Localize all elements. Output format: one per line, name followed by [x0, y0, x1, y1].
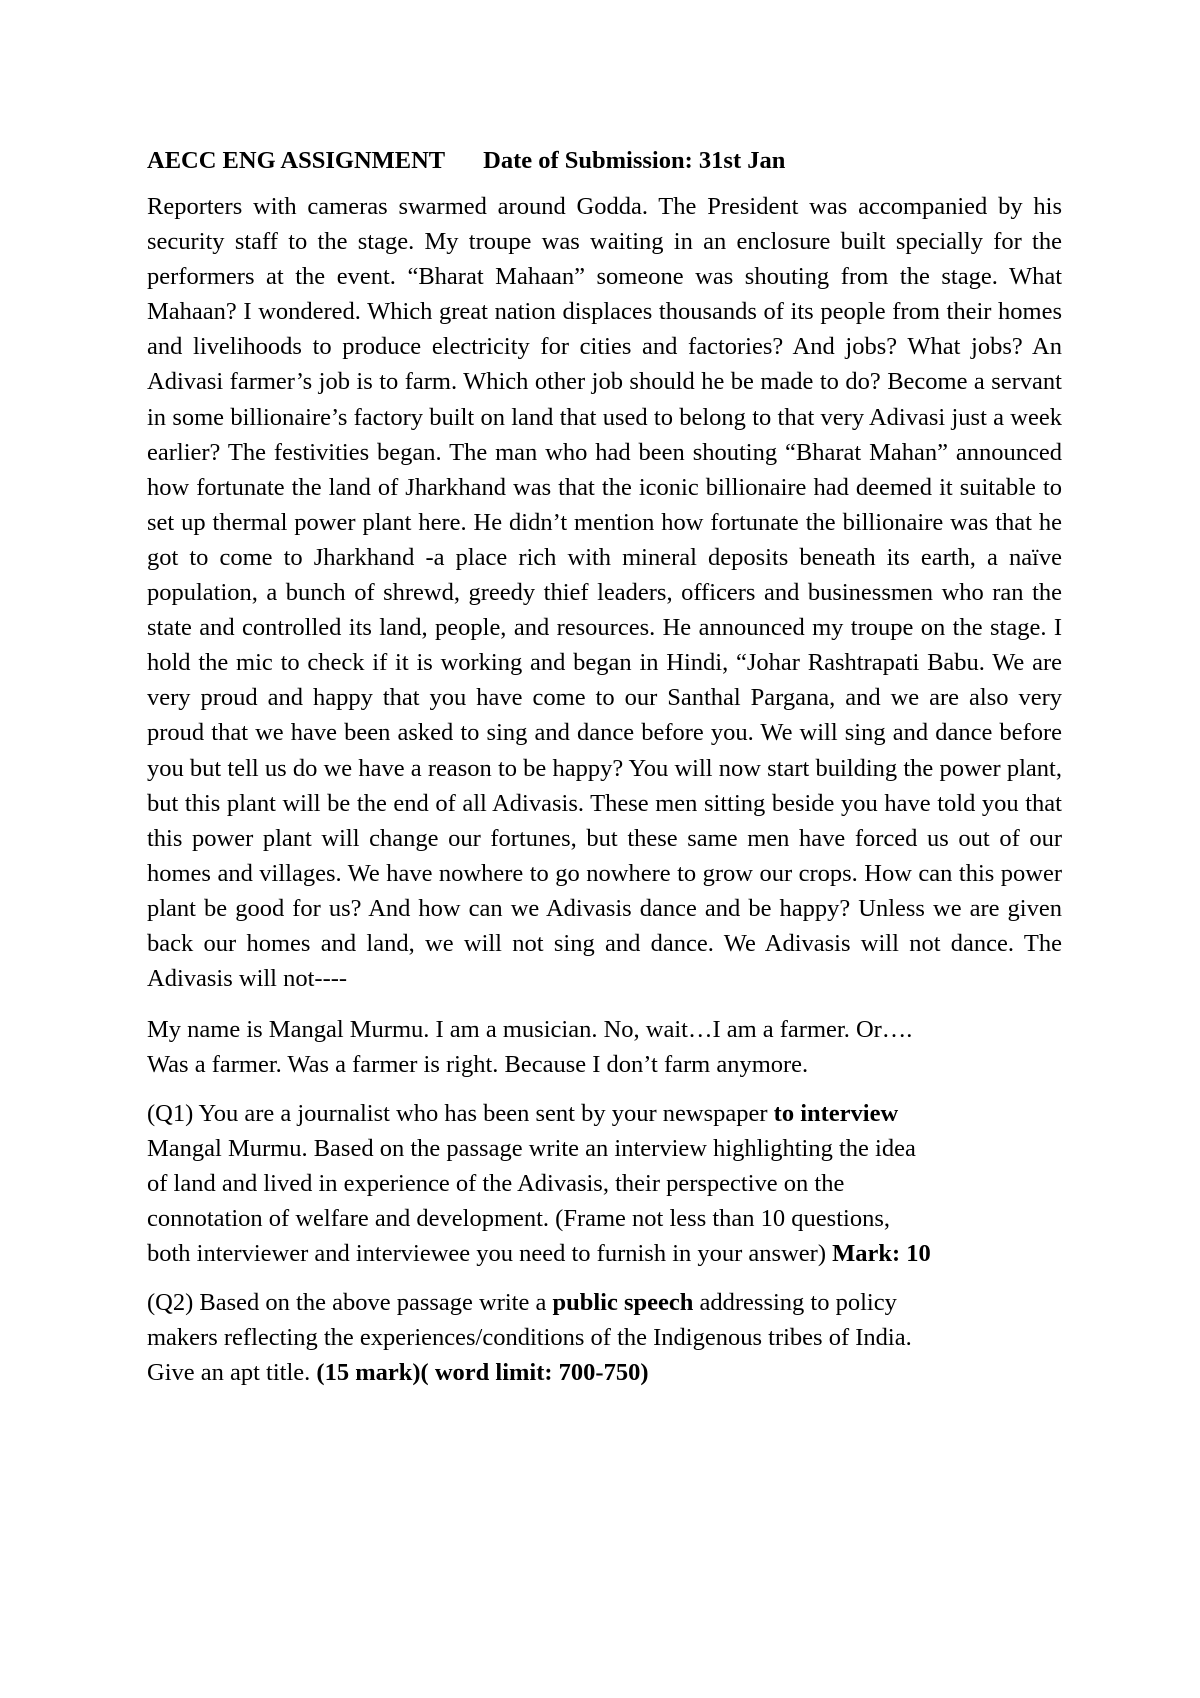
- closing-line-1: My name is Mangal Murmu. I am a musician. No, wait…I am a farmer. Or….: [147, 1016, 913, 1044]
- q1-line-5: both interviewer and interviewee you need to furnish in your answer): [147, 1240, 833, 1268]
- submission-date: Date of Submission: 31st Jan: [483, 147, 786, 174]
- q1-line-3: of land and lived in experience of the Adivasis, their perspective on the: [147, 1170, 845, 1198]
- q2-line-2: makers reflecting the experiences/conditions of the Indigenous tribes of India.: [147, 1324, 912, 1352]
- assignment-title: AECC ENG ASSIGNMENT: [147, 147, 446, 174]
- assignment-header: [147, 143, 1062, 179]
- q1-line-4: connotation of welfare and development. (Frame not less than 10 questions,: [147, 1205, 890, 1233]
- q2-line-1-start: (Q2) Based on the above passage write a: [147, 1289, 553, 1317]
- q1-mark: Mark: 10: [832, 1240, 931, 1268]
- q2-mark: (15 mark): [316, 1359, 421, 1387]
- question-2: [147, 1285, 1062, 1390]
- document-page: [147, 143, 1062, 1390]
- q2-line-3-start: Give an apt title.: [147, 1359, 317, 1387]
- q2-emphasis: public speech: [552, 1289, 694, 1317]
- q2-line-1-end: addressing to policy: [693, 1289, 897, 1317]
- closing-line-2: Was a farmer. Was a farmer is right. Because I don’t farm anymore.: [147, 1051, 809, 1079]
- q2-word-limit: ( word limit: 700-750): [420, 1359, 649, 1387]
- q1-line-2: Mangal Murmu. Based on the passage write an interview highlighting the idea: [147, 1135, 916, 1163]
- closing-paragraph: [147, 1012, 1062, 1082]
- q1-emphasis: to interview: [773, 1100, 899, 1128]
- passage-text: Reporters with cameras swarmed around Godda. The President was accompanied by his security staff to the stage. My troupe was waiting in an enclosure built specially for the performers at the event. “Bharat Mahaan” someone was shouting from the stage. What Mahaan? I wondered. Which great nation displaces thousands of its people from their homes and livelihoods to produce electricity for cities and factories? And jobs? What jobs? An Adivasi farmer’s job is to farm. Which other job should he be made to do? Become a servant in some billionaire’s factory built on land that used to belong to that very Adivasi just a week earlier? The festivities began. The man who had been shouting “Bharat Mahan” announced how fortunate the land of Jharkhand was that the iconic billionaire had deemed it suitable to set up thermal power plant here. He didn’t mention how fortunate the billionaire was that he got to come to Jharkhand -a place rich with mineral deposits beneath its earth, a naïve population, a bunch of shrewd, greedy thief leaders, officers and businessmen who ran the state and controlled its land, people, and resources. He announced my troupe on the stage. I hold the mic to check if it is working and began in Hindi, “Johar Rashtrapati Babu. We are very proud and happy that you have come to our Santhal Pargana, and we are also very proud that we have been asked to sing and dance before you. We will sing and dance before you but tell us do we have a reason to be happy? You will now start building the power plant, but this plant will be the end of all Adivasis. These men sitting beside you have told you that this power plant will change our fortunes, but these same men have forced us out of our homes and villages. We have nowhere to go nowhere to grow our crops. How can this power plant be good for us? And how can we Adivasis dance and be happy? Unless we are given back our homes and land, we will not sing and dance. We Adivasis will not dance. The Adivasis will not----: [147, 193, 1062, 993]
- q1-line-1: (Q1) You are a journalist who has been sent by your newspaper: [147, 1100, 774, 1128]
- question-1: [147, 1096, 1062, 1271]
